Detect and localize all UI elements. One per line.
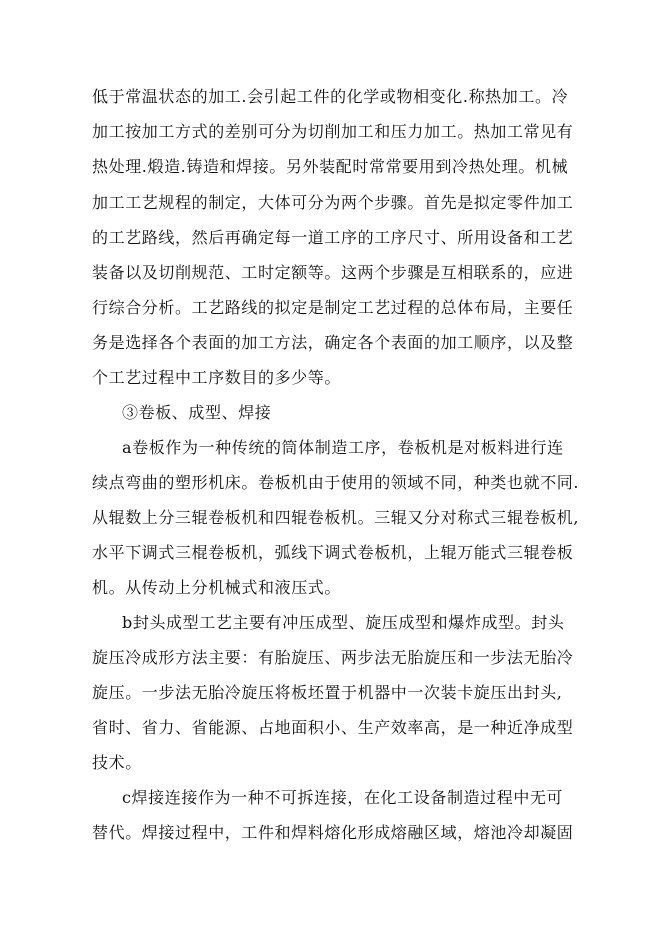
paragraph-line: 从辊数上分三辊卷板机和四辊卷板机。三辊又分对称式三辊卷板机, [92, 508, 580, 527]
paragraph-line: 热处理.煅造.铸造和焊接。另外装配时常常要用到冷热处理。机械 [92, 157, 569, 176]
paragraph-line: 水平下调式三棍卷板机，弧线下调式卷板机，上辊万能式三辊卷板 [92, 543, 574, 562]
paragraph-line: a卷板作为一种传统的筒体制造工序，卷板机是对板料进行连 [122, 438, 564, 457]
paragraph-line: 替代。焊接过程中，工件和焊料熔化形成熔融区域，熔池冷却凝固 [92, 823, 574, 842]
paragraph-line: 行综合分析。工艺路线的拟定是制定工艺过程的总体布局，主要任 [92, 298, 574, 317]
paragraph-line: 旋压冷成形方法主要：有胎旋压、两步法无胎旋压和一步法无胎冷 [92, 648, 574, 667]
paragraph-line: 加工工艺规程的制定，大体可分为两个步骤。首先是拟定零件加工 [92, 193, 574, 212]
paragraph-line: 务是选择各个表面的加工方法，确定各个表面的加工顺序，以及整 [92, 333, 574, 352]
paragraph-line: 低于常温状态的加工.会引起工件的化学或物相变化.称热加工。冷 [92, 87, 569, 106]
paragraph-line: 续点弯曲的塑形机床。卷板机由于使用的领域不同，种类也就不同. [92, 473, 580, 492]
paragraph-line: 旋压。一步法无胎冷旋压将板坯置于机器中一次装卡旋压出封头, [92, 683, 563, 702]
paragraph-line: 装备以及切削规范、工时定额等。这两个步骤是互相联系的，应进 [92, 263, 574, 282]
paragraph-line: 加工按加工方式的差别可分为切削加工和压力加工。热加工常见有 [92, 122, 574, 141]
paragraph-line: 的工艺路线，然后再确定每一道工序的工序尺寸、所用设备和工艺 [92, 228, 574, 247]
paragraph-line: b封头成型工艺主要有冲压成型、旋压成型和爆炸成型。封头 [122, 613, 565, 632]
paragraph-line: 个工艺过程中工序数目的多少等。 [92, 368, 342, 387]
paragraph-line: 机。从传动上分机械式和液压式。 [92, 578, 342, 597]
paragraph-line: c焊接连接作为一种不可拆连接，在化工设备制造过程中无可 [122, 788, 564, 807]
paragraph-line: 技术。 [92, 753, 142, 772]
paragraph-line: 省时、省力、省能源、占地面积小、生产效率高，是一种近净成型 [92, 718, 574, 737]
section-heading: ③卷板、成型、焊接 [122, 403, 272, 422]
